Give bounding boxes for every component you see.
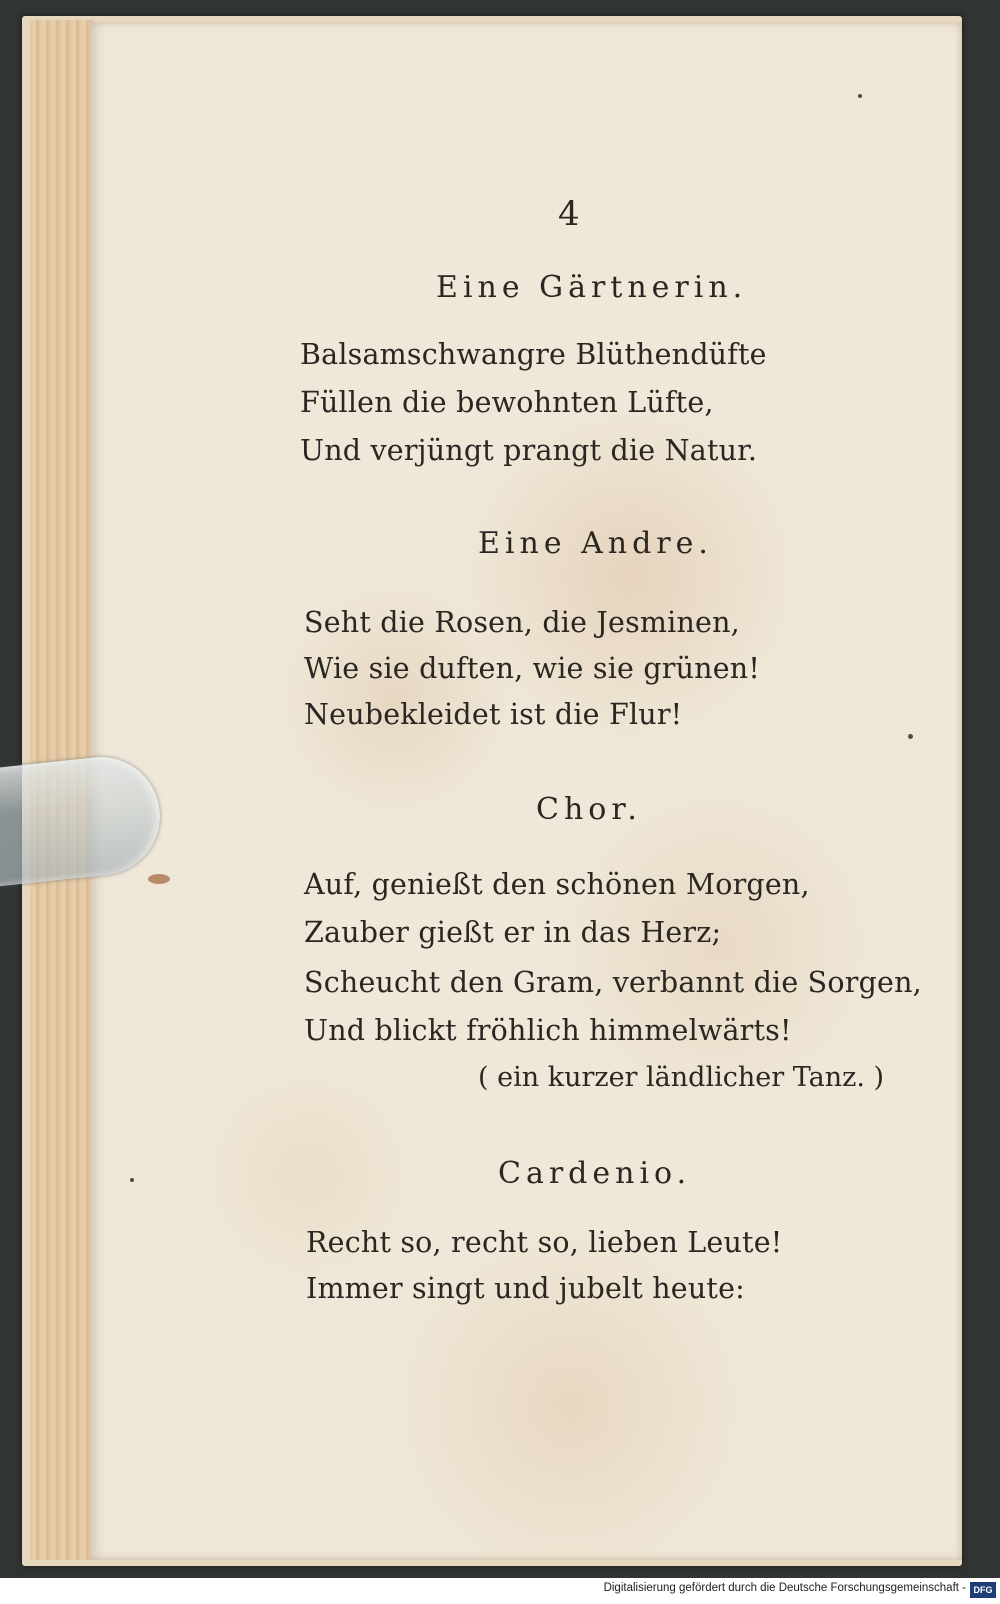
verse-line: Recht so, recht so, lieben Leute! xyxy=(306,1226,783,1259)
verse-line: Scheucht den Gram, verbannt die Sorgen, xyxy=(304,966,922,999)
speaker-heading: Chor. xyxy=(536,792,642,827)
verse-line: Immer singt und jubelt heute: xyxy=(306,1272,745,1305)
verse-line: Balsamschwangre Blüthendüfte xyxy=(300,338,767,371)
paper-speck xyxy=(858,94,862,98)
paper-stain xyxy=(148,874,170,884)
verse-line: Neubekleidet ist die Flur! xyxy=(304,698,683,731)
book-page xyxy=(90,22,962,1560)
paper-speck xyxy=(908,734,913,739)
verse-line: Und blickt fröhlich himmelwärts! xyxy=(304,1014,792,1047)
speaker-heading: Eine Andre. xyxy=(478,526,713,561)
dfg-logo: DFG xyxy=(970,1582,996,1598)
speaker-heading: Eine Gärtnerin. xyxy=(436,270,748,305)
page-number: 4 xyxy=(558,194,580,234)
footer-bar xyxy=(0,1578,1000,1604)
verse-line: Wie sie duften, wie sie grünen! xyxy=(304,652,760,685)
funding-credit: Digitalisierung gefördert durch die Deutsche Forschungsgemeinschaft - xyxy=(603,1582,966,1594)
verse-line: Auf, genießt den schönen Morgen, xyxy=(304,868,810,901)
verse-line: Seht die Rosen, die Jesminen, xyxy=(304,606,740,639)
verse-line: Füllen die bewohnten Lüfte, xyxy=(300,386,714,419)
speaker-heading: Cardenio. xyxy=(498,1156,692,1191)
verse-line: Zauber gießt er in das Herz; xyxy=(304,916,722,949)
page-text xyxy=(90,22,962,1560)
verse-line: Und verjüngt prangt die Natur. xyxy=(300,434,758,467)
stage-direction: ( ein kurzer ländlicher Tanz. ) xyxy=(478,1062,885,1093)
paper-speck xyxy=(130,1178,134,1182)
